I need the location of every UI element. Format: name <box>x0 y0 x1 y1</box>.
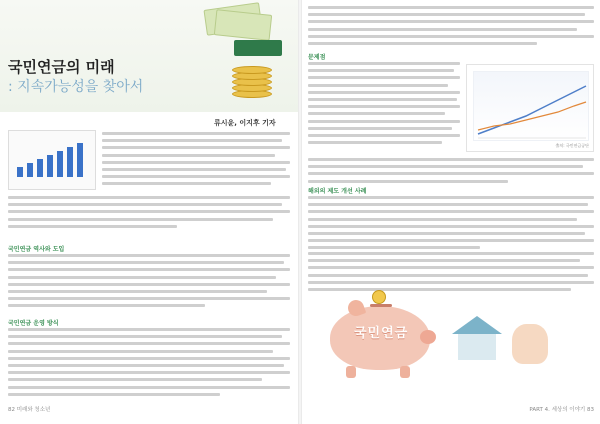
body-text-block <box>308 6 594 49</box>
chart-plot <box>473 71 589 141</box>
hand-illustration <box>512 324 548 364</box>
section-heading: 해외의 제도 개선 사례 <box>308 188 367 195</box>
body-text-block <box>102 132 290 190</box>
body-text-block <box>308 158 594 187</box>
piggy-bank-illustration <box>302 300 600 400</box>
chart-caption: 출처: 국민연금공단 <box>555 143 589 148</box>
coin-icon <box>372 290 386 304</box>
section-heading: 국민연금 운영 방식 <box>8 320 59 327</box>
byline: 류시윤, 이지후 기자 <box>214 119 276 127</box>
body-text-block <box>8 328 290 400</box>
illustration-label: 국민연금 <box>354 326 409 341</box>
page-footer: 82 미래와 청소년 <box>8 407 51 413</box>
house-illustration <box>452 316 502 360</box>
chart-svg <box>474 72 590 142</box>
body-text-block <box>8 196 290 232</box>
illustration-sign <box>234 40 282 56</box>
section-heading: 문제점 <box>308 54 326 61</box>
section-heading: 국민연금 역사와 도입 <box>8 246 65 253</box>
chart-thumbnail <box>8 130 96 190</box>
left-page <box>0 0 298 424</box>
article-title: 국민연금의 미래 <box>8 58 115 76</box>
right-page <box>302 0 600 424</box>
article-subtitle: : 지속가능성을 찾아서 <box>8 79 144 95</box>
body-text-block <box>308 196 594 254</box>
piggy-bank <box>330 306 430 370</box>
body-text-block <box>308 62 460 148</box>
body-text-block <box>8 254 290 312</box>
page-footer: PART 4. 세상의 이야기 83 <box>529 407 594 413</box>
body-text-block <box>308 252 594 295</box>
aging-chart <box>466 64 594 152</box>
